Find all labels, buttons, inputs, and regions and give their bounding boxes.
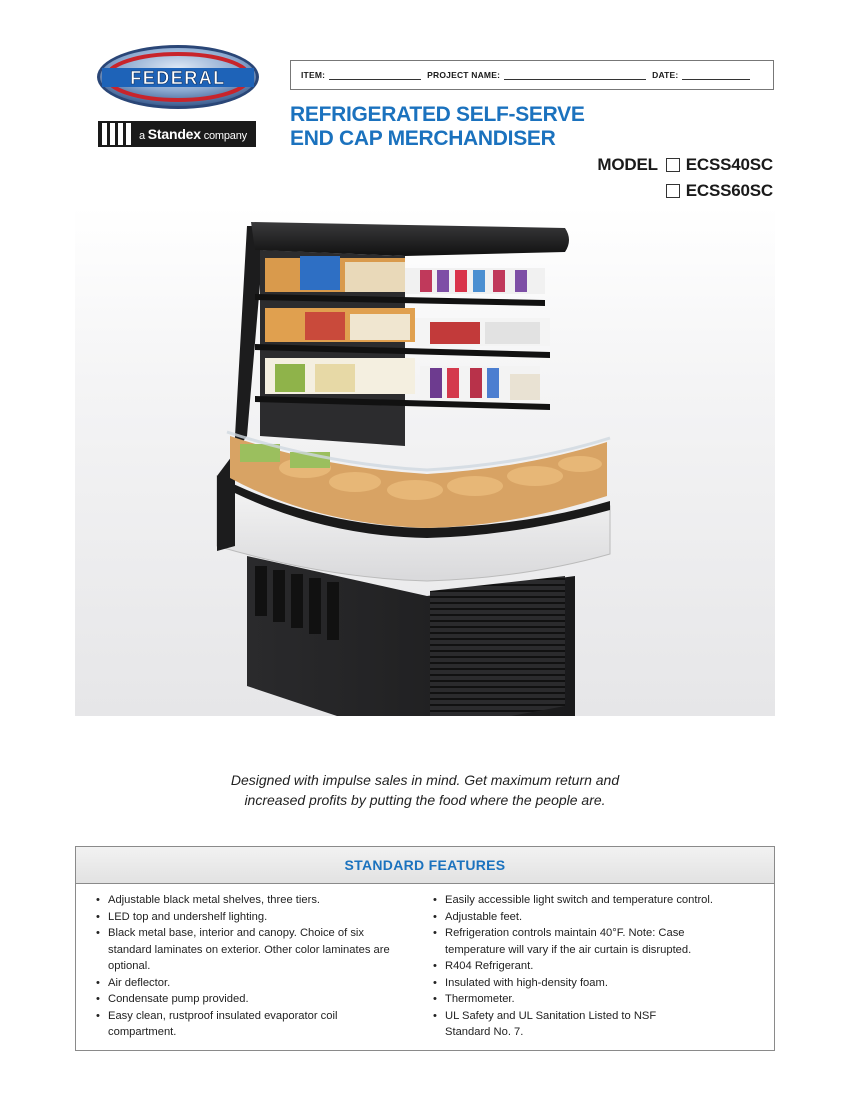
feature-item: • Easy clean, rustproof insulated evaporator coil compartment. (88, 1008, 358, 1041)
front-grille (430, 576, 565, 716)
feature-item: • LED top and undershelf lighting. (88, 909, 425, 926)
project-name-field[interactable] (504, 70, 646, 80)
standard-features (75, 846, 775, 1051)
feature-item: • Condensate pump provided. (88, 991, 425, 1008)
model-label: MODEL (597, 155, 658, 174)
standex-prefix: a (139, 130, 145, 142)
federal-logo (96, 44, 260, 110)
logo-text: FEDERAL (130, 68, 226, 88)
canopy (251, 222, 569, 256)
date-label: DATE: (652, 70, 679, 80)
feature-item: • Adjustable feet. (425, 909, 762, 926)
standex-badge (98, 121, 256, 147)
model-option-ecss40sc: ECSS40SC (685, 155, 773, 174)
features-heading: STANDARD FEATURES (76, 847, 774, 884)
tagline (75, 770, 775, 810)
standex-suffix: company (203, 130, 247, 142)
date-field[interactable] (682, 70, 750, 80)
tagline-line-2: increased profits by putting the food where the people are. (244, 792, 606, 808)
item-label: ITEM: (301, 70, 326, 80)
feature-item: • Easily accessible light switch and temperature control. (425, 892, 762, 909)
project-info-bar (290, 60, 774, 90)
shelf-products (265, 256, 545, 294)
feature-item: • R404 Refrigerant. (425, 958, 762, 975)
feature-item: • Insulated with high-density foam. (425, 975, 762, 992)
feature-item: • Black metal base, interior and canopy. Choice of six standard laminates on exterior. Other color laminates are optional. (88, 925, 408, 975)
model-checkbox-ecss40sc[interactable] (666, 158, 680, 172)
product-title (290, 103, 585, 151)
product-photo (75, 206, 775, 716)
feature-item: • Adjustable black metal shelves, three tiers. (88, 892, 425, 909)
title-line-2: END CAP MERCHANDISER (290, 127, 556, 150)
feature-item: • Air deflector. (88, 975, 425, 992)
feature-item: • UL Safety and UL Sanitation Listed to NSF Standard No. 7. (425, 1008, 695, 1041)
standex-name: Standex (147, 126, 201, 142)
feature-item: • Thermometer. (425, 991, 762, 1008)
item-field[interactable] (329, 70, 421, 80)
model-selector (597, 152, 773, 204)
project-name-label: PROJECT NAME: (427, 70, 501, 80)
tagline-line-1: Designed with impulse sales in mind. Get maximum return and (230, 772, 620, 788)
title-line-1: REFRIGERATED SELF-SERVE (290, 103, 585, 126)
features-left-column (88, 892, 425, 1041)
model-option-ecss60sc: ECSS60SC (685, 181, 773, 200)
features-right-column (425, 892, 762, 1041)
model-checkbox-ecss60sc[interactable] (666, 184, 680, 198)
feature-item: • Refrigeration controls maintain 40°F. Note: Case temperature will vary if the air curtain is disrupted. (425, 925, 745, 958)
merchandiser-illustration (75, 206, 775, 716)
